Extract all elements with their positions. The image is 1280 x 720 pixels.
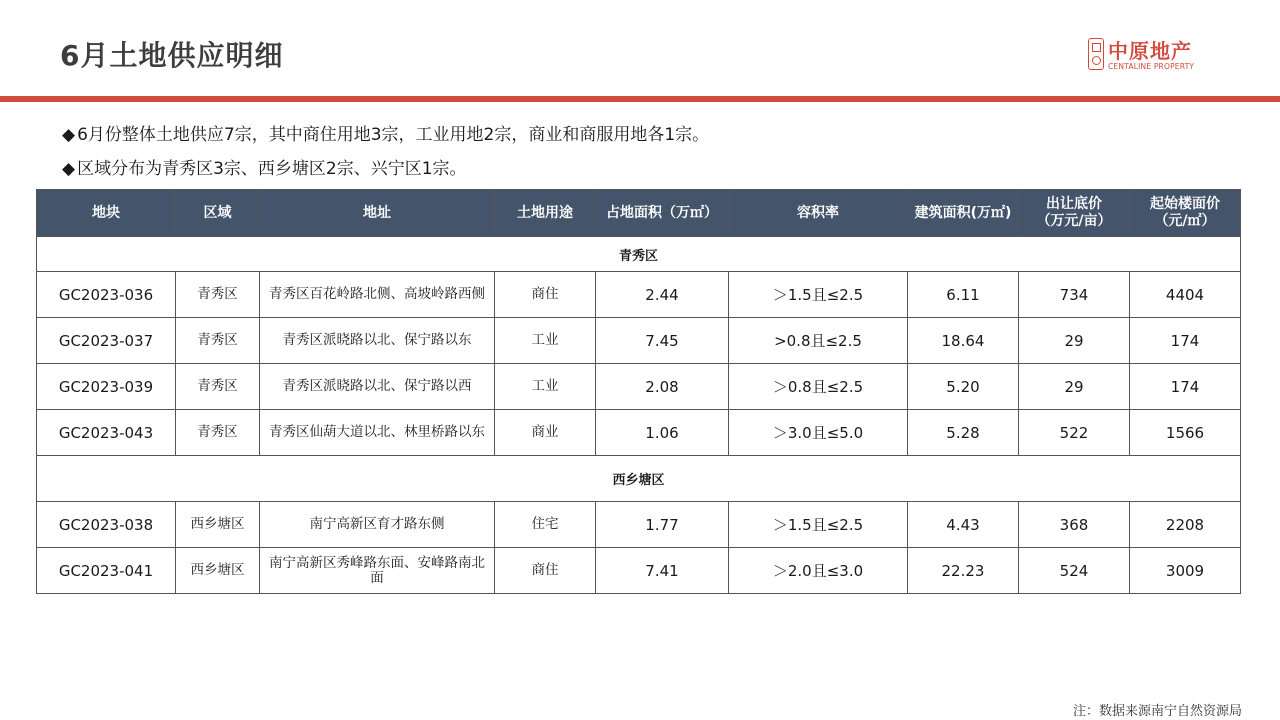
logo-seal-icon <box>1088 38 1104 70</box>
cell-far: ＞2.0且≤3.0 <box>729 548 908 594</box>
cell-far: >0.8且≤2.5 <box>729 318 908 364</box>
cell-usage: 商住 <box>495 272 596 318</box>
header-price-line1: 出让底价 <box>1046 196 1102 212</box>
header-divider <box>0 96 1280 102</box>
header-plot: 地块 <box>37 190 176 237</box>
cell-gfa: 5.20 <box>908 364 1019 410</box>
cell-plot: GC2023-037 <box>37 318 176 364</box>
cell-district: 青秀区 <box>176 318 260 364</box>
cell-district: 西乡塘区 <box>176 502 260 548</box>
cell-far: ＞0.8且≤2.5 <box>729 364 908 410</box>
cell-plot: GC2023-036 <box>37 272 176 318</box>
cell-plot: GC2023-038 <box>37 502 176 548</box>
table-row <box>37 272 1241 318</box>
cell-usage: 工业 <box>495 318 596 364</box>
header-area: 占地面积（万㎡） <box>596 190 729 237</box>
table-row <box>37 318 1241 364</box>
cell-price: 29 <box>1019 364 1130 410</box>
header-address: 地址 <box>260 190 495 237</box>
header-price-line2: （万元/亩） <box>1036 213 1112 229</box>
cell-price: 734 <box>1019 272 1130 318</box>
cell-floor-price: 174 <box>1130 318 1241 364</box>
cell-address: 青秀区派晓路以北、保宁路以西 <box>260 364 495 410</box>
cell-floor-price: 3009 <box>1130 548 1241 594</box>
cell-district: 青秀区 <box>176 364 260 410</box>
group-row <box>37 237 1241 272</box>
cell-address: 青秀区百花岭路北侧、高坡岭路西侧 <box>260 272 495 318</box>
cell-address: 南宁高新区秀峰路东面、安峰路南北面 <box>260 548 495 594</box>
bullet-text: 6月份整体土地供应7宗，其中商住用地3宗，工业用地2宗，商业和商服用地各1宗。 <box>77 125 710 145</box>
cell-district: 青秀区 <box>176 272 260 318</box>
cell-gfa: 5.28 <box>908 410 1019 456</box>
diamond-bullet-icon: ◆ <box>62 159 76 179</box>
table-row <box>37 502 1241 548</box>
table-header-row <box>37 190 1241 237</box>
cell-usage: 住宅 <box>495 502 596 548</box>
cell-far: ＞3.0且≤5.0 <box>729 410 908 456</box>
cell-price: 522 <box>1019 410 1130 456</box>
cell-address: 南宁高新区育才路东侧 <box>260 502 495 548</box>
header-district: 区域 <box>176 190 260 237</box>
group-label: 西乡塘区 <box>37 456 1241 502</box>
cell-price: 29 <box>1019 318 1130 364</box>
cell-area: 1.77 <box>596 502 729 548</box>
cell-gfa: 4.43 <box>908 502 1019 548</box>
header-floor-line2: （元/㎡） <box>1154 213 1216 229</box>
cell-plot: GC2023-039 <box>37 364 176 410</box>
cell-far: ＞1.5且≤2.5 <box>729 272 908 318</box>
summary-bullets <box>62 118 1212 186</box>
header-usage: 土地用途 <box>495 190 596 237</box>
diamond-bullet-icon: ◆ <box>62 125 76 145</box>
cell-area: 1.06 <box>596 410 729 456</box>
cell-floor-price: 2208 <box>1130 502 1241 548</box>
cell-address: 青秀区仙葫大道以北、林里桥路以东 <box>260 410 495 456</box>
cell-price: 368 <box>1019 502 1130 548</box>
summary-bullet <box>62 118 1212 152</box>
cell-area: 2.08 <box>596 364 729 410</box>
header-far: 容积率 <box>729 190 908 237</box>
source-footnote: 注：数据来源南宁自然资源局 <box>1072 704 1242 719</box>
header-floor-line1: 起始楼面价 <box>1150 196 1220 212</box>
table-row <box>37 548 1241 594</box>
page-title: 6月土地供应明细 <box>60 39 284 72</box>
centaline-logo <box>1088 38 1206 72</box>
cell-gfa: 6.11 <box>908 272 1019 318</box>
cell-plot: GC2023-043 <box>37 410 176 456</box>
cell-floor-price: 1566 <box>1130 410 1241 456</box>
cell-price: 524 <box>1019 548 1130 594</box>
cell-district: 西乡塘区 <box>176 548 260 594</box>
cell-floor-price: 4404 <box>1130 272 1241 318</box>
cell-far: ＞1.5且≤2.5 <box>729 502 908 548</box>
cell-gfa: 22.23 <box>908 548 1019 594</box>
bullet-text: 区域分布为青秀区3宗、西乡塘区2宗、兴宁区1宗。 <box>77 159 467 179</box>
header-gfa: 建筑面积(万㎡) <box>908 190 1019 237</box>
cell-usage: 商业 <box>495 410 596 456</box>
cell-area: 7.45 <box>596 318 729 364</box>
cell-usage: 商住 <box>495 548 596 594</box>
cell-area: 2.44 <box>596 272 729 318</box>
land-supply-table <box>36 189 1241 594</box>
cell-address: 青秀区派晓路以北、保宁路以东 <box>260 318 495 364</box>
header-price <box>1019 190 1130 237</box>
cell-district: 青秀区 <box>176 410 260 456</box>
cell-floor-price: 174 <box>1130 364 1241 410</box>
cell-usage: 工业 <box>495 364 596 410</box>
logo-text-cn: 中原地产 <box>1108 39 1192 63</box>
logo-text-en: CENTALINE PROPERTY <box>1108 62 1195 71</box>
cell-plot: GC2023-041 <box>37 548 176 594</box>
cell-area: 7.41 <box>596 548 729 594</box>
summary-bullet <box>62 152 1212 186</box>
table-row <box>37 364 1241 410</box>
group-label: 青秀区 <box>37 237 1241 272</box>
cell-gfa: 18.64 <box>908 318 1019 364</box>
header-floor-price <box>1130 190 1241 237</box>
table-row <box>37 410 1241 456</box>
group-row <box>37 456 1241 502</box>
